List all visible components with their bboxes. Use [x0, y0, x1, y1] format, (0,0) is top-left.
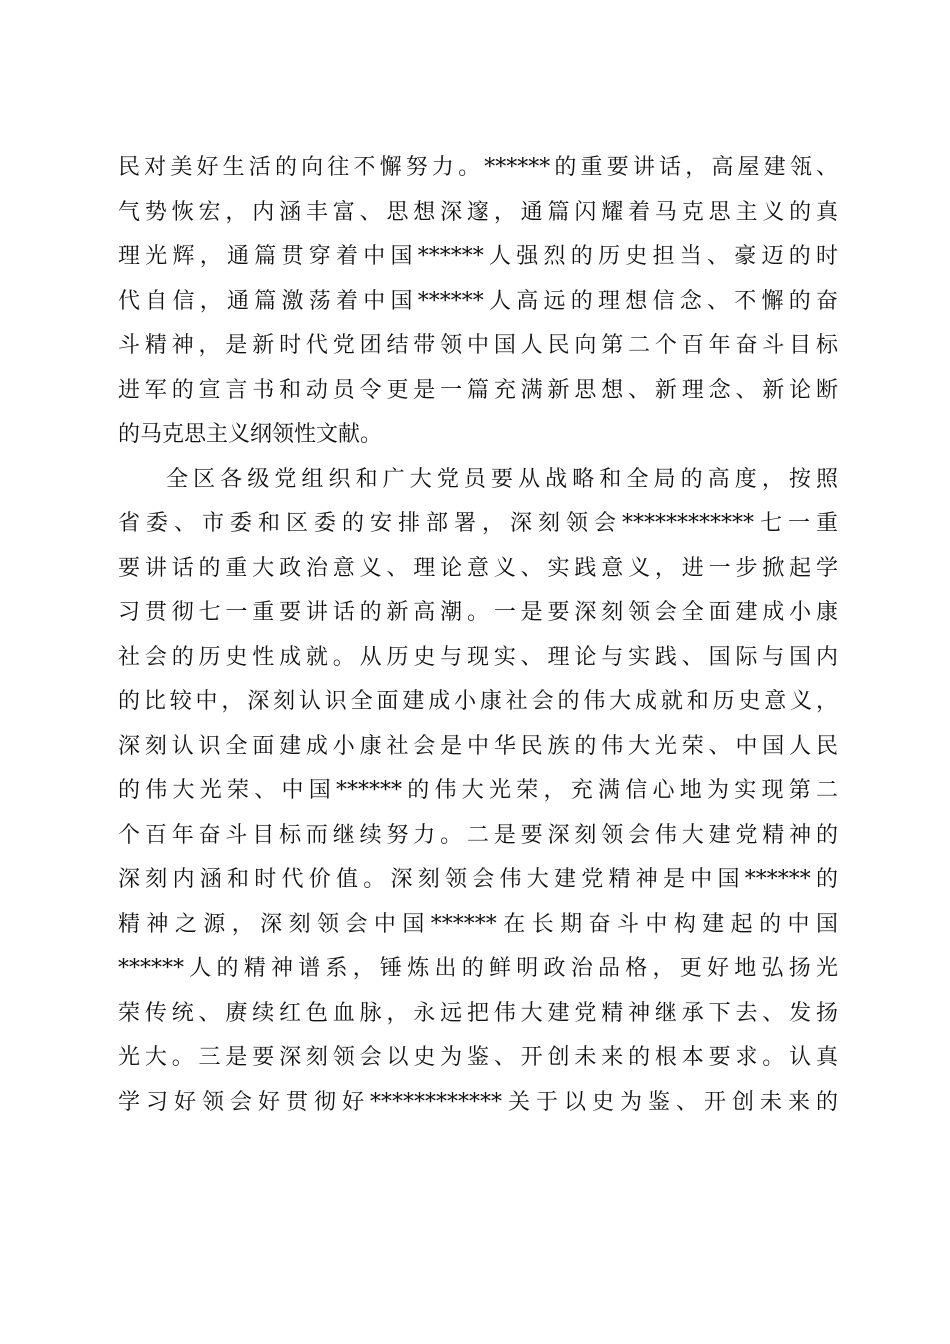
text-line: 深刻认识全面建成小康社会是中华民族的伟大光荣、中国人民 — [118, 733, 838, 759]
text-line: 的比较中，深刻认识全面建成小康社会的伟大成就和历史意义， — [118, 689, 838, 714]
document-body — [118, 146, 838, 1125]
text-line: 精神之源，深刻领会中国******在长期奋斗中构建起的中国 — [118, 911, 838, 937]
paragraph-first-line: 全区各级党组织和广大党员要从战略和全局的高度，按照 — [166, 466, 838, 492]
text-line: 进军的宣言书和动员令更是一篇充满新思想、新理念、新论断 — [118, 377, 838, 403]
text-line: 深刻内涵和时代价值。深刻领会伟大建党精神是中国******的 — [118, 867, 838, 892]
text-line: 民对美好生活的向往不懈努力。******的重要讲话，高屋建瓴、 — [118, 155, 838, 180]
text-line: 代自信，通篇激荡着中国******人高远的理想信念、不懈的奋 — [118, 288, 838, 314]
text-line: 省委、市委和区委的安排部署，深刻领会************七一重 — [118, 511, 838, 536]
text-line: 气势恢宏，内涵丰富、思想深邃，通篇闪耀着马克思主义的真 — [118, 199, 838, 225]
text-line: 理光辉，通篇贯穿着中国******人强烈的历史担当、豪迈的时 — [118, 244, 838, 269]
text-line: 光大。三是要深刻领会以史为鉴、开创未来的根本要求。认真 — [118, 1045, 838, 1070]
text-line: 社会的历史性成就。从历史与现实、理论与实践、国际与国内 — [118, 644, 838, 670]
text-line: 荣传统、赓续红色血脉，永远把伟大建党精神继承下去、发扬 — [118, 1000, 838, 1026]
text-line: ******人的精神谱系，锤炼出的鲜明政治品格，更好地弘扬光 — [118, 956, 838, 981]
text-line: 个百年奋斗目标而继续努力。二是要深刻领会伟大建党精神的 — [118, 822, 838, 848]
text-line: 的马克思主义纲领性文献。 — [118, 422, 383, 447]
text-line: 学习好领会好贯彻好************关于以史为鉴、开创未来的 — [118, 1089, 838, 1115]
text-line: 斗精神，是新时代党团结带领中国人民向第二个百年奋斗目标 — [118, 333, 838, 358]
text-line: 的伟大光荣、中国******的伟大光荣，充满信心地为实现第二 — [118, 778, 838, 803]
text-line: 要讲话的重大政治意义、理论意义、实践意义，进一步掀起学 — [118, 555, 838, 581]
text-line: 习贯彻七一重要讲话的新高潮。一是要深刻领会全面建成小康 — [118, 600, 838, 625]
